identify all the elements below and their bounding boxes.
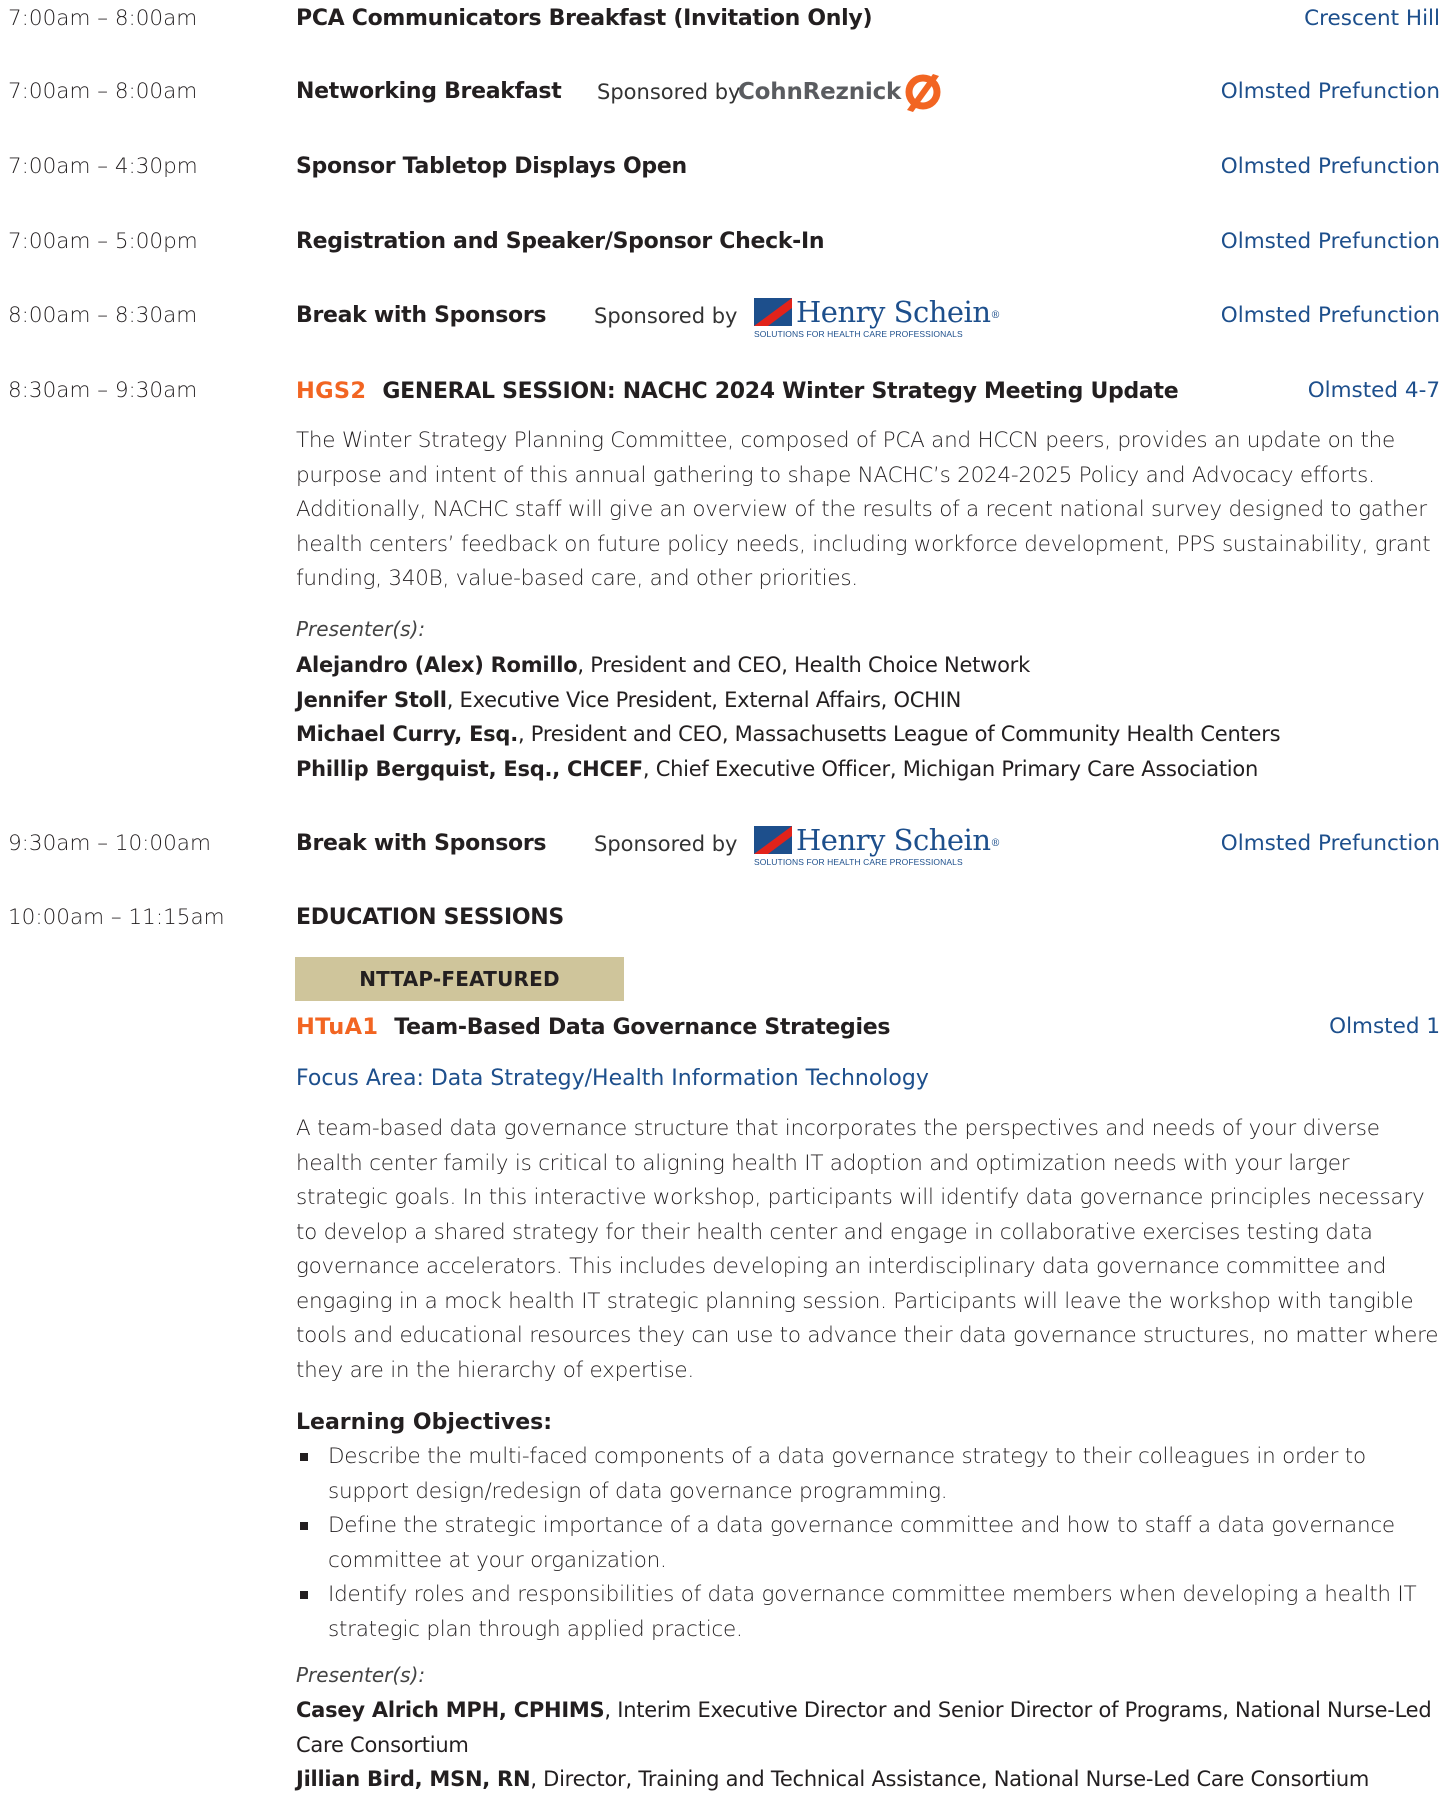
session-time: 7:00am – 5:00pm — [8, 229, 198, 254]
henry-schein-tagline: SOLUTIONS FOR HEALTH CARE PROFESSIONALS — [754, 329, 963, 339]
list-item: Define the strategic importance of a data governance committee and how to staff a data governance committee at your organization. — [296, 1509, 1446, 1578]
list-item: Describe the multi-faced components of a data governance strategy to their colleagues in order to support design/redesign of data governance programming. — [296, 1440, 1446, 1509]
session-title: Sponsor Tabletop Displays Open — [296, 154, 687, 179]
session-title: HGS2 GENERAL SESSION: NACHC 2024 Winter Strategy Meeting Update — [296, 378, 1179, 404]
session-location: Olmsted 4-7 — [1307, 378, 1440, 403]
session-time: 8:00am – 8:30am — [8, 303, 198, 328]
presenters-label: Presenter(s): — [296, 617, 426, 641]
session-code: HTuA1 — [296, 1014, 379, 1040]
henry-schein-wordmark: Henry Schein® — [796, 823, 1000, 857]
presenters-label: Presenter(s): — [296, 1663, 426, 1687]
nttap-featured-badge: NTTAP-FEATURED — [295, 957, 624, 1001]
henry-schein-wordmark: Henry Schein® — [796, 295, 1000, 329]
session-title: Registration and Speaker/Sponsor Check-In — [296, 229, 825, 254]
cohnreznick-wordmark: CohnReznick — [738, 79, 902, 105]
session-location: Crescent Hill — [1304, 6, 1440, 31]
session-time: 10:00am – 11:15am — [8, 905, 225, 930]
henry-schein-tagline: SOLUTIONS FOR HEALTH CARE PROFESSIONALS — [754, 857, 963, 867]
presenter: Michael Curry, Esq., President and CEO, Massachusetts League of Community Health Centers — [296, 722, 1281, 746]
presenter: Phillip Bergquist, Esq., CHCEF, Chief Executive Officer, Michigan Primary Care Association — [296, 756, 1259, 781]
session-description: A team-based data governance structure that incorporates the perspectives and needs of your diverse health center family is critical to aligning health IT adoption and optimization needs with your larger strategic goals. In this interactive workshop, participants will identify data governance principles necessary to develop a shared strategy for their health center and engage in collaborative exercises testing data governance accelerators. This includes developing an interdisciplinary data governance committee and engaging in a mock health IT strategic planning session. Participants will leave the workshop with tangible tools and educational resources they can use to advance their data governance structures, no matter where they are in the hierarchy of expertise. — [296, 1116, 1439, 1383]
presenter: Jennifer Stoll, Executive Vice President, External Affairs, OCHIN — [296, 687, 962, 712]
session-location: Olmsted Prefunction — [1220, 303, 1440, 328]
presenter: Jillian Bird, MSN, RN, Director, Training and Technical Assistance, National Nurse-Led Care Consortium — [296, 1767, 1370, 1791]
agenda-row — [0, 74, 1440, 110]
bullet-icon — [300, 1591, 308, 1599]
sponsored-by-label: Sponsored by — [597, 80, 741, 104]
cohnreznick-logo — [738, 74, 941, 110]
agenda-row — [0, 373, 1440, 409]
agenda-row — [0, 900, 1440, 936]
cohnreznick-swoosh-icon — [899, 70, 941, 114]
session-title: Networking Breakfast — [296, 79, 562, 104]
session-title: PCA Communicators Breakfast (Invitation Only) — [296, 6, 873, 31]
education-session-header — [0, 1009, 1440, 1045]
bullet-icon — [300, 1522, 308, 1530]
presenter: Alejandro (Alex) Romillo, President and CEO, Health Choice Network — [296, 653, 1030, 677]
session-location: Olmsted Prefunction — [1220, 154, 1440, 179]
session-description: The Winter Strategy Planning Committee, composed of PCA and HCCN peers, provides an update on the purpose and intent of this annual gathering to shape NACHC’s 2024-2025 Policy and Advocacy efforts. Additionally, NACHC staff will give an overview of the results of a recent national survey designed to gather health centers’ feedback on future policy needs, including workforce development, PPS sustainability, grant funding, 340B, value-based care, and other priorities. — [296, 428, 1431, 591]
henry-schein-logo — [754, 294, 1014, 340]
session-location: Olmsted Prefunction — [1220, 229, 1440, 254]
agenda-row — [0, 823, 1440, 867]
session-time: 9:30am – 10:00am — [8, 831, 211, 856]
agenda-row — [0, 1, 1440, 37]
agenda-row — [0, 149, 1440, 185]
list-item: Identify roles and responsibilities of data governance committee members when developing a health IT strategic plan through applied practice. — [296, 1578, 1446, 1647]
session-time: 7:00am – 8:00am — [8, 79, 198, 104]
presenter: Casey Alrich MPH, CPHIMS, Interim Executive Director and Senior Director of Programs, National Nurse-Led Care Consortium — [296, 1698, 1432, 1757]
sponsored-by-label: Sponsored by — [594, 304, 738, 328]
sponsored-by-label: Sponsored by — [594, 832, 738, 856]
session-code: HGS2 — [296, 378, 367, 404]
learning-objectives-heading: Learning Objectives: — [296, 1410, 553, 1435]
bullet-icon — [300, 1453, 308, 1461]
session-time: 8:30am – 9:30am — [8, 378, 198, 403]
presenter-list — [296, 648, 1446, 786]
session-title: Break with Sponsors — [296, 303, 547, 328]
session-title: EDUCATION SESSIONS — [296, 905, 564, 930]
session-title: HTuA1 Team-Based Data Governance Strategies — [296, 1014, 891, 1040]
focus-area: Focus Area: Data Strategy/Health Information Technology — [296, 1066, 929, 1091]
session-location: Olmsted Prefunction — [1220, 79, 1440, 104]
session-time: 7:00am – 8:00am — [8, 6, 198, 31]
learning-objectives-list — [296, 1440, 1446, 1647]
presenter-list — [296, 1693, 1446, 1797]
henry-schein-flag-icon — [754, 826, 792, 854]
henry-schein-logo — [754, 822, 1014, 868]
session-location: Olmsted Prefunction — [1220, 831, 1440, 856]
session-location: Olmsted 1 — [1329, 1014, 1440, 1039]
henry-schein-flag-icon — [754, 298, 792, 326]
session-title: Break with Sponsors — [296, 831, 547, 856]
agenda-row — [0, 224, 1440, 260]
session-time: 7:00am – 4:30pm — [8, 154, 198, 179]
agenda-row — [0, 295, 1440, 339]
